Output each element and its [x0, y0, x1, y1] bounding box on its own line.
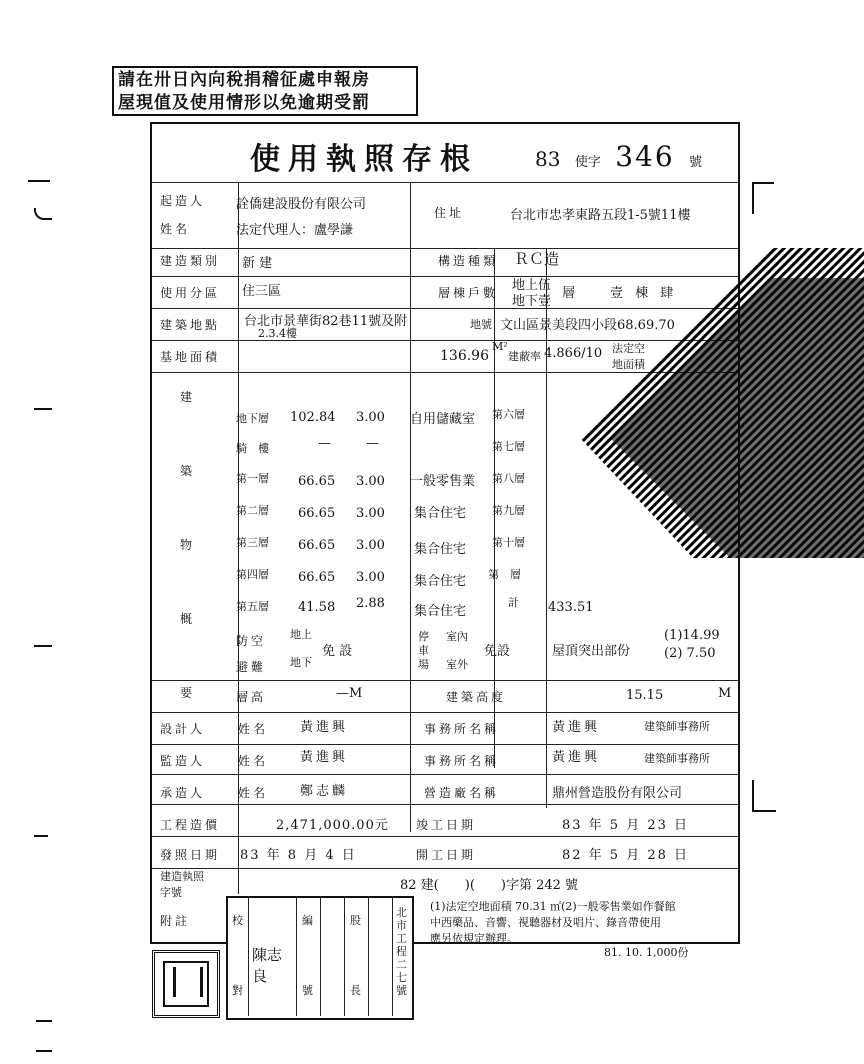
floor-area: — — [318, 436, 331, 451]
floor-use: 集合住宅 — [414, 506, 467, 521]
parking-outdoor: 室外 — [446, 658, 468, 671]
cert-no: 346 — [615, 140, 675, 173]
approval-box — [226, 896, 414, 1020]
floor-use: 一般零售業 — [410, 474, 476, 489]
page-title: 使用執照存根 — [250, 142, 478, 177]
shelter-below: 地下 — [290, 656, 312, 669]
floor-area: 41.58 — [298, 600, 336, 615]
remarks-line-3: 應另依規定辦理。 — [430, 932, 518, 945]
certificate-number — [535, 140, 710, 173]
cert-year: 83 — [535, 147, 561, 171]
floor-height: 3.00 — [356, 506, 385, 521]
supervisor-office-suffix: 建築師事務所 — [644, 752, 710, 765]
designer-office-suffix: 建築師事務所 — [644, 720, 710, 733]
cert-kind: 使字 — [574, 155, 601, 170]
seal-stamp — [152, 950, 220, 1018]
contractor-office-label: 營造廠名稱 — [424, 786, 500, 800]
start-label: 開工日期 — [416, 848, 477, 862]
permit-value: 82 建( )( )字第 242 號 — [400, 878, 579, 893]
floor-use: 集合住宅 — [414, 542, 467, 557]
height-value: —M — [336, 686, 363, 701]
approval-c6: 長 — [350, 984, 361, 997]
approval-c4: 號 — [302, 984, 313, 997]
area-unit: M² — [492, 340, 508, 353]
upper-floor: 第十層 — [492, 536, 525, 549]
floor-area: 66.65 — [298, 506, 336, 521]
floors-above: 地上伍 — [512, 278, 552, 293]
floor-height: 3.00 — [356, 570, 385, 585]
floor-area: 102.84 — [290, 410, 336, 425]
remarks-label: 附註 — [160, 914, 191, 928]
floor-height: 2.88 — [356, 596, 385, 611]
shelter-value: 免 設 — [322, 644, 353, 659]
zone-label: 使用分區 — [160, 286, 221, 300]
total-area: 433.51 — [548, 600, 594, 615]
floor-name: 第一層 — [236, 472, 269, 485]
upper-floor: 第八層 — [492, 472, 525, 485]
footer-print: 81. 10. 1,000份 — [604, 946, 689, 959]
cert-suffix: 號 — [689, 155, 703, 170]
floor-name: 第四層 — [236, 568, 269, 581]
upper-floor: 第六層 — [492, 408, 525, 421]
upper-floor-total-label: 計 — [508, 596, 519, 609]
section-label-3: 物 — [180, 538, 193, 552]
floor-use: 自用儲藏室 — [410, 412, 476, 427]
supervisor-office: 黃進興 — [552, 750, 601, 765]
designer-name-label: 姓名 — [238, 722, 269, 736]
roof-value-2: (2) 7.50 — [664, 646, 716, 661]
floor-use: 集合住宅 — [414, 574, 467, 589]
address-label: 住址 — [434, 206, 465, 220]
buildings-value: 壹 棟 肆 — [610, 286, 678, 301]
designer-office: 黃進興 — [552, 720, 601, 735]
lot-value: 文山區景美段四小段68.69.70 — [500, 318, 675, 333]
floor-area: 66.65 — [298, 474, 336, 489]
height-label: 層高 — [236, 690, 267, 704]
applicant-name-label: 姓名 — [160, 222, 191, 236]
cost-label: 工程造價 — [160, 818, 221, 832]
approval-c5: 股 — [350, 914, 361, 927]
structure-value: ＲＣ造 — [514, 250, 560, 268]
floor-area: 66.65 — [298, 570, 336, 585]
designer-name: 黃進興 — [300, 720, 349, 735]
coverage-value: 4.866/10 — [544, 346, 603, 361]
designer-office-label: 事務所名稱 — [424, 722, 500, 736]
applicant-agent: 法定代理人：盧學謙 — [236, 223, 354, 238]
area-value: 136.96 — [440, 348, 489, 364]
supervisor-name: 黃進興 — [300, 750, 349, 765]
applicant-label: 起造人 — [160, 194, 206, 208]
section-label-4: 概 — [180, 612, 193, 626]
notice-box — [112, 66, 418, 116]
approval-c3: 編 — [302, 914, 313, 927]
start-date: 82 年 5 月 28 日 — [562, 848, 690, 863]
legal-label: 法定空地面積 — [612, 342, 645, 371]
floor-area: 66.65 — [298, 538, 336, 553]
floor-use: 集合住宅 — [414, 604, 467, 619]
parking-indoor: 室內 — [446, 630, 468, 643]
contractor-name: 鄭志麟 — [300, 784, 349, 799]
shelter-label: 防空避難 — [236, 634, 267, 674]
floor-name: 第二層 — [236, 504, 269, 517]
floors-unit: 層 — [562, 286, 576, 301]
floor-name: 地下層 — [236, 412, 269, 425]
section-label-1: 建 — [180, 390, 193, 404]
stamp-overlay — [580, 238, 864, 558]
floor-name: 騎 樓 — [236, 442, 269, 455]
notice-line-1: 請在卅日內向稅捐稽征處申報房 — [118, 70, 370, 90]
issue-date: 83 年 8 月 4 日 — [240, 848, 357, 863]
completion-label: 竣工日期 — [416, 818, 477, 832]
site-value-2: 2.3.4樓 — [258, 327, 297, 340]
contractor-label: 承造人 — [160, 786, 206, 800]
right-margin-mark — [752, 182, 774, 214]
area-label: 基地面積 — [160, 350, 221, 364]
permit-label: 建造執照字號 — [160, 870, 204, 899]
notice-line-2: 屋現值及使用情形以免逾期受罰 — [118, 93, 370, 113]
parking-label: 停車場 — [418, 630, 429, 671]
zone-value: 住三區 — [242, 284, 282, 299]
vertical-ref: 北市工程二七號 — [396, 906, 407, 997]
parking-value: 免設 — [484, 644, 511, 659]
roof-label: 屋頂突出部份 — [552, 644, 631, 659]
issue-label: 發照日期 — [160, 848, 221, 862]
upper-floor: 第 層 — [488, 568, 521, 581]
address-value: 台北市忠孝東路五段1-5號11樓 — [510, 208, 691, 223]
contractor-name-label: 姓名 — [238, 786, 269, 800]
upper-floor: 第九層 — [492, 504, 525, 517]
site-value: 台北市景華街82巷11號及附 — [244, 314, 408, 329]
building-height-unit: M — [718, 686, 732, 701]
site-label: 建築地點 — [160, 318, 221, 332]
supervisor-name-label: 姓名 — [238, 754, 269, 768]
approval-name: 陳志良 — [252, 946, 283, 985]
shelter-above: 地上 — [290, 628, 312, 641]
floor-name: 第五層 — [236, 600, 269, 613]
section-label-2: 築 — [180, 464, 193, 478]
floor-name: 第三層 — [236, 536, 269, 549]
approval-c1: 校 — [232, 914, 243, 927]
cost-value: 2,471,000.00元 — [276, 818, 389, 833]
remarks-line-2: 中西藥品、音響、視聽器材及唱片、錄音帶使用 — [430, 916, 661, 929]
stamp-overlay-graphic — [580, 238, 864, 558]
upper-floor: 第七層 — [492, 440, 525, 453]
floor-height: 3.00 — [356, 538, 385, 553]
building-height-value: 15.15 — [626, 688, 664, 703]
supervisor-label: 監造人 — [160, 754, 206, 768]
structure-label: 構造種類 — [438, 254, 499, 268]
completion-date: 83 年 5 月 23 日 — [562, 818, 690, 833]
contractor-office: 鼎州營造股份有限公司 — [552, 786, 683, 801]
section-label-5: 要 — [180, 686, 193, 700]
floor-height: 3.00 — [356, 474, 385, 489]
applicant-company: 詮僑建設股份有限公司 — [236, 197, 367, 212]
build-type-value: 新 建 — [242, 256, 273, 271]
floor-height: — — [366, 436, 379, 451]
lot-label: 地號 — [470, 318, 492, 331]
floors-label: 層棟戶數 — [438, 286, 499, 300]
floor-height: 3.00 — [356, 410, 385, 425]
build-type-label: 建造類別 — [160, 254, 221, 268]
supervisor-office-label: 事務所名稱 — [424, 754, 500, 768]
roof-value-1: (1)14.99 — [664, 628, 720, 643]
floors-below: 地下壹 — [512, 294, 552, 309]
right-margin-mark — [752, 780, 776, 812]
designer-label: 設計人 — [160, 722, 206, 736]
approval-c2: 對 — [232, 984, 243, 997]
building-height-label: 建築高度 — [446, 690, 507, 704]
remarks-line-1: (1)法定空地面積 70.31 ㎡(2)一般零售業如作餐館 — [430, 900, 676, 913]
coverage-label: 建蔽率 — [508, 350, 541, 363]
